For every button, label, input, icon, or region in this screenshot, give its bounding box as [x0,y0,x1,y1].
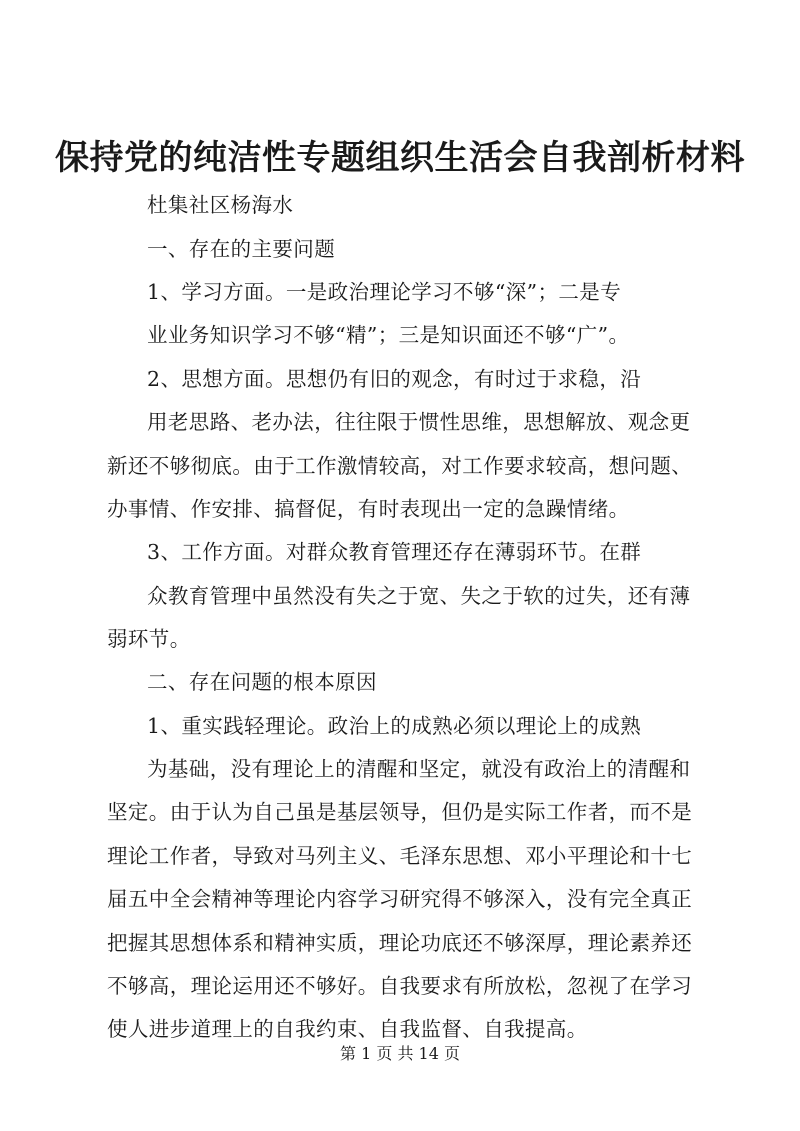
paragraph-line: 为基础，没有理论上的清醒和坚定，就没有政治上的清醒和 [147,757,691,781]
paragraph-line: 众教育管理中虽然没有失之于宽、失之于软的过失，还有薄 [147,584,691,608]
paragraph-line: 1、重实践轻理论。政治上的成熟必须以理论上的成熟 [147,714,642,738]
paragraph-line: 新还不够彻底。由于工作激情较高，对工作要求较高，想问题、 [107,454,693,478]
paragraph-line: 业业务知识学习不够“精”；三是知识面还不够“广”。 [147,323,630,347]
paragraph-line: 不够高，理论运用还不够好。自我要求有所放松，忽视了在学习 [107,974,693,998]
paragraph-line: 把握其思想体系和精神实质，理论功底还不够深厚，理论素养还 [107,931,693,955]
paragraph-line: 弱环节。 [107,627,191,651]
paragraph-line: 届五中全会精神等理论内容学习研究得不够深入，没有完全真正 [107,887,693,911]
paragraph-line: 理论工作者，导致对马列主义、毛泽东思想、邓小平理论和十七 [107,844,693,868]
author-line: 杜集社区杨海水 [147,193,294,217]
paragraph-line: 办事情、作安排、搞督促，有时表现出一定的急躁情绪。 [107,497,630,521]
section-heading-2: 二、存在问题的根本原因 [147,670,377,694]
paragraph-line: 2、思想方面。思想仍有旧的观念，有时过于求稳，沿 [147,367,642,391]
section-heading-1: 一、存在的主要问题 [147,237,336,261]
paragraph-line: 3、工作方面。对群众教育管理还存在薄弱环节。在群 [147,540,642,564]
paragraph-line: 使人进步道理上的自我约束、自我监督、自我提高。 [107,1017,588,1041]
paragraph-line: 坚定。由于认为自己虽是基层领导，但仍是实际工作者，而不是 [107,800,693,824]
paragraph-line: 1、学习方面。一是政治理论学习不够“深”；二是专 [147,280,622,304]
document-title: 保持党的纯洁性专题组织生活会自我剖析材料 [55,138,745,178]
page-footer: 第 1 页 共 14 页 [340,1044,460,1063]
paragraph-line: 用老思路、老办法，往往限于惯性思维，思想解放、观念更 [147,410,691,434]
